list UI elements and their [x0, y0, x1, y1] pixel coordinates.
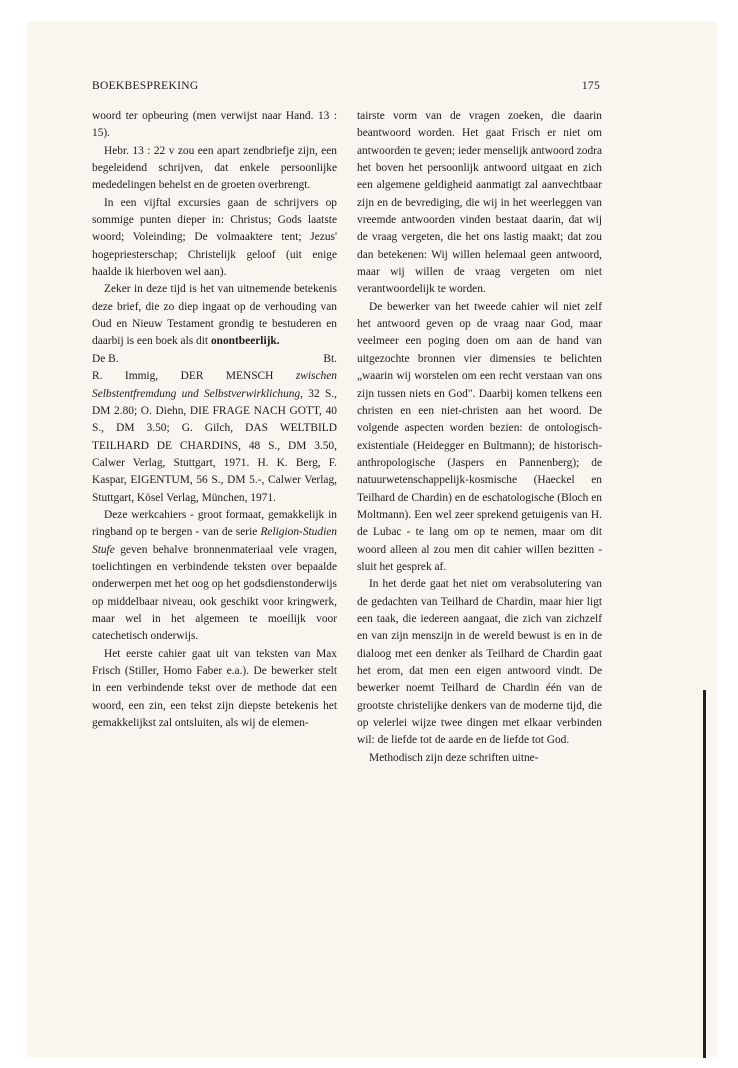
ref-author: R. Immig,	[92, 370, 159, 383]
review-signature	[92, 351, 337, 368]
paragraph: Hebr. 13 : 22 v zou een apart zendbriefje zijn, een begeleidend schrijven, dat enkele persoonlijke mededelingen behelst en de groeten overbrengt.	[92, 144, 337, 192]
right-column	[357, 108, 602, 767]
ref-title: EIGENTUM,	[130, 474, 193, 487]
scan-edge-line	[703, 690, 706, 1058]
left-column	[92, 108, 337, 732]
paragraph: woord ter opbeuring (men verwijst naar Hand. 13 : 15).	[92, 110, 337, 140]
paragraph-text: geven behalve bronnenmateriaal vele vragen, toelichtingen en verbindende teksten over bepaalde onderwerpen met het oog op het godsdienstonderwijs op middelbaar niveau, ook geschikt voor kringwerk, maar wel in het algemeen te moeilijk voor catechetisch onderwijs.	[92, 543, 337, 643]
page-number: 175	[581, 80, 600, 92]
paragraph	[92, 507, 337, 646]
bold-word: onontbeerlijk.	[210, 335, 280, 348]
paragraph: Het eerste cahier gaat uit van teksten van Max Frisch (Stiller, Homo Faber e.a.). De bewerker stelt in een verbindende tekst over de methode dat een woord, een zin, een tekst zijn diepste betekenis het gemakkelijkst zal ontsluiten, als wij de elemen-	[92, 647, 337, 730]
signature-initials: De B.	[92, 352, 119, 365]
book-reference	[92, 368, 337, 507]
paragraph: In het derde gaat het niet om verabsolutering van de gedachten van Teilhard de Chardin, maar hier ligt een taak, die iedereen aangaat, die zich van zichzelf en van zijn menszijn in de wereld bewust is en in de dialoog met een denker als Teilhard de Chardin gaat het erom, dat men een eigen antwoord vindt. De bewerker noemt Teilhard de Chardin één van de grootste christelijke denkers van de moderne tijd, die op velerlei wijze twee dingen met elkaar verbinden wil: de liefde tot de aarde en de liefde tot God.	[357, 578, 602, 747]
paragraph: In een vijftal excursies gaan de schrijvers op sommige punten dieper in: Christus; Gods laatste woord; Voleinding; De volmaaktere tent; Jezus' hogepriesterschap; Christelijk geloof (uit enige haalde ik hierboven wel aan).	[92, 196, 337, 279]
paragraph-text: Deze werkcahiers - groot formaat, gemakkelijk in ringband op te bergen - van de serie	[92, 508, 337, 539]
paragraph: Methodisch zijn deze schriften uitne-	[369, 751, 539, 764]
paragraph-text: Zeker in deze tijd is het van uitnemende betekenis deze brief, die zo diep ingaat op de verhouding van Oud en Nieuw Testament grondig te bestuderen en daarbij is een boek als dit	[92, 283, 337, 348]
ref-details: 40 S., DM 3.50; G. Gilch,	[92, 404, 337, 435]
ref-title: DAS WELTBILD TEILHARD DE CHARDINS,	[92, 422, 337, 452]
running-title: BOEKBESPREKING	[92, 80, 199, 92]
paragraph	[92, 281, 337, 350]
ref-title: DER MENSCH	[180, 370, 274, 383]
signature-abbrev: Bt.	[323, 352, 337, 365]
ref-details: 32 S., DM 2.80; O. Diehn,	[92, 387, 337, 417]
ref-title: DIE FRAGE NACH GOTT,	[189, 404, 322, 417]
ref-details: 56 S., DM 5.-, Calwer Verlag, Stuttgart, Kösel Verlag, München, 1971.	[92, 474, 337, 504]
ref-subtitle: zwischen Selbstentfremdung und Selbstverwirklichung,	[92, 370, 337, 400]
series-title: Religion-Studien Stufe	[92, 526, 337, 556]
ref-details: 48 S., DM 3.50, Calwer Verlag, Stuttgart, 1971. H. K. Berg, F. Kaspar,	[92, 439, 337, 487]
paragraph: tairste vorm van de vragen zoeken, die daarin beantwoord worden. Het gaat Frisch er niet om antwoorden te geven; ieder menselijk antwoord zodra het boven het persoonlijk antwoord uitgaat en zich een algemene geldigheid aanmatigt zal aanvechtbaar zijn en de bevrediging, die wij in het weerleggen van vreemde antwoorden vinden bestaat daarin, dat wij de vraag vergeten, die het ons lastig maakt; dat zou dan betekenen: Wij willen helemaal geen antwoord, maar wij willen de vraag vergeten om niet verantwoordelijk te worden.	[357, 110, 602, 296]
paragraph: De bewerker van het tweede cahier wil niet zelf het antwoord geven op de vraag naar God, maar veelmeer een poging doen om aan de hand van uitgezochte bronnen vier dimensies te belichten „waarin wij worstelen om een recht verstaan van ons zijn tussen niets en God". Daarbij komen telkens een christen en een niet-christen aan het woord. De volgende aspecten worden bezien: de ontologisch-existentiale (Heidegger en Bultmann); de historisch-anthropologische (Jaspers en Pannenberg); de natuurwetenschappelijk-kosmische (Haeckel en Teilhard de Chardin) en de eschatologische (Bloch en Moltmann). Een wel zeer sprekend getuigenis van H. de Lubac - te lang om op te nemen, maar om dit woord alleen al zou men dit cahier willen bezitten - sluit het gesprek af.	[357, 300, 602, 573]
